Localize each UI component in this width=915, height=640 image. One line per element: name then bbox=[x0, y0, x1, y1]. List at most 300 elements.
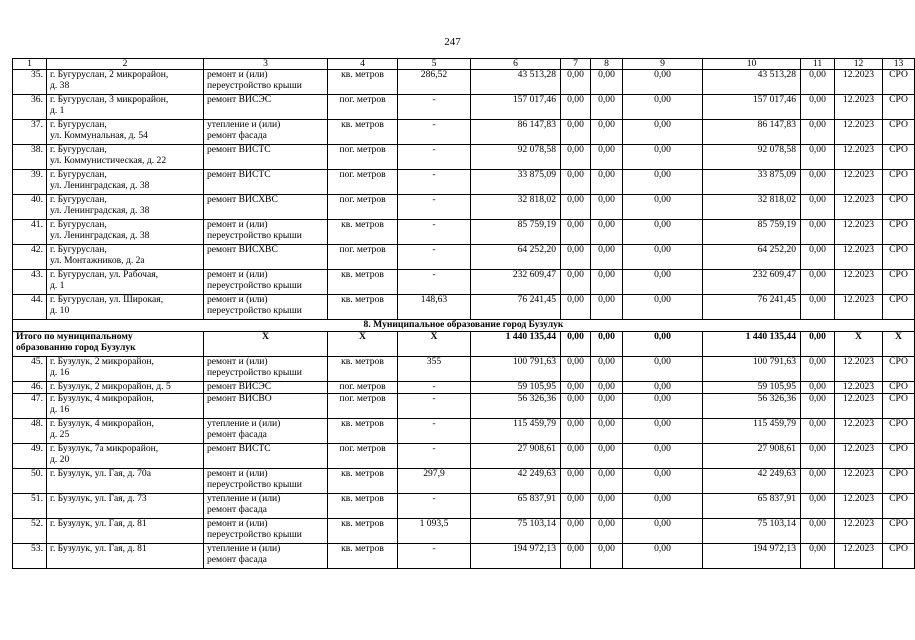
row-number: 46. bbox=[13, 382, 47, 394]
column-header-12: 12 bbox=[835, 59, 883, 70]
total-col-11: 0,00 bbox=[801, 332, 835, 357]
work-type-line-2: переустройство крыши bbox=[207, 528, 302, 540]
col-8: 0,00 bbox=[591, 444, 623, 469]
quantity: - bbox=[398, 95, 471, 120]
address-line-1: г. Бузулук, ул. Гая, д. 73 bbox=[50, 493, 147, 504]
address-line-2: д. 16 bbox=[50, 366, 70, 378]
work-type-line-2: переустройство крыши bbox=[207, 279, 302, 291]
work-type-line-1: утепление и (или) bbox=[207, 418, 281, 429]
work-type-line-2: ремонт фасада bbox=[207, 553, 267, 565]
table-row bbox=[13, 444, 915, 469]
total-col-8: 0,00 bbox=[591, 332, 623, 357]
table-body-part-2 bbox=[13, 357, 915, 569]
unit: кв. метров bbox=[328, 220, 398, 245]
quantity: - bbox=[398, 220, 471, 245]
total-cost: 115 459,79 bbox=[471, 419, 561, 444]
work-type bbox=[204, 95, 328, 120]
row-number: 42. bbox=[13, 245, 47, 270]
col-7: 0,00 bbox=[561, 145, 591, 170]
unit: кв. метров bbox=[328, 270, 398, 295]
funding-source: СРО bbox=[883, 357, 915, 382]
work-type-line-1: ремонт и (или) bbox=[207, 69, 268, 80]
address bbox=[47, 95, 204, 120]
work-type-line-2: ремонт фасада bbox=[207, 503, 267, 515]
work-type bbox=[204, 145, 328, 170]
address bbox=[47, 382, 204, 394]
unit: пог. метров bbox=[328, 195, 398, 220]
work-type bbox=[204, 357, 328, 382]
quantity: - bbox=[398, 120, 471, 145]
row-number: 47. bbox=[13, 394, 47, 419]
work-type-line-1: ремонт ВИСЭС bbox=[207, 94, 272, 105]
address-line-2: ул. Коммунальная, д. 54 bbox=[50, 129, 148, 141]
total-cost: 59 105,95 bbox=[471, 382, 561, 394]
work-type-line-1: ремонт и (или) bbox=[207, 294, 268, 305]
total-col-7: 0,00 bbox=[561, 332, 591, 357]
work-type bbox=[204, 469, 328, 494]
quantity: 148,63 bbox=[398, 295, 471, 320]
unit: пог. метров bbox=[328, 170, 398, 195]
quantity: - bbox=[398, 145, 471, 170]
work-type-line-1: утепление и (или) bbox=[207, 119, 281, 130]
col-11: 0,00 bbox=[801, 195, 835, 220]
col-11: 0,00 bbox=[801, 270, 835, 295]
work-type bbox=[204, 220, 328, 245]
address-line-2: ул. Ленинградская, д. 38 bbox=[50, 229, 150, 241]
col-7: 0,00 bbox=[561, 357, 591, 382]
total-cost: 92 078,58 bbox=[471, 145, 561, 170]
col-9: 0,00 bbox=[623, 469, 703, 494]
col-7: 0,00 bbox=[561, 419, 591, 444]
unit: пог. метров bbox=[328, 245, 398, 270]
work-type-line-2: ремонт фасада bbox=[207, 129, 267, 141]
address-line-2: д. 25 bbox=[50, 428, 70, 440]
completion-date: 12.2023 bbox=[835, 494, 883, 519]
address bbox=[47, 295, 204, 320]
col-9: 0,00 bbox=[623, 295, 703, 320]
row-number: 35. bbox=[13, 70, 47, 95]
col-11: 0,00 bbox=[801, 295, 835, 320]
col-11: 0,00 bbox=[801, 220, 835, 245]
unit: кв. метров bbox=[328, 120, 398, 145]
column-header-6: 6 bbox=[471, 59, 561, 70]
col-11: 0,00 bbox=[801, 494, 835, 519]
total-col-13: X bbox=[883, 332, 915, 357]
work-type bbox=[204, 295, 328, 320]
row-number: 43. bbox=[13, 270, 47, 295]
quantity: - bbox=[398, 494, 471, 519]
row-number: 40. bbox=[13, 195, 47, 220]
col-10: 232 609,47 bbox=[703, 270, 801, 295]
column-header-11: 11 bbox=[801, 59, 835, 70]
work-type bbox=[204, 494, 328, 519]
col-10: 194 972,13 bbox=[703, 544, 801, 569]
col-11: 0,00 bbox=[801, 145, 835, 170]
total-cost: 232 609,47 bbox=[471, 270, 561, 295]
col-7: 0,00 bbox=[561, 270, 591, 295]
quantity: 1 093,5 bbox=[398, 519, 471, 544]
address bbox=[47, 444, 204, 469]
work-type-line-1: утепление и (или) bbox=[207, 543, 281, 554]
address-line-2: д. 1 bbox=[50, 279, 65, 291]
address-line-1: г. Бугуруслан, bbox=[50, 244, 107, 255]
total-cost: 65 837,91 bbox=[471, 494, 561, 519]
address bbox=[47, 170, 204, 195]
row-number: 38. bbox=[13, 145, 47, 170]
row-number: 44. bbox=[13, 295, 47, 320]
work-type-line-2: ремонт фасада bbox=[207, 428, 267, 440]
quantity: 355 bbox=[398, 357, 471, 382]
address bbox=[47, 357, 204, 382]
col-8: 0,00 bbox=[591, 295, 623, 320]
column-header-9: 9 bbox=[623, 59, 703, 70]
table-row bbox=[13, 382, 915, 394]
total-cost: 85 759,19 bbox=[471, 220, 561, 245]
col-11: 0,00 bbox=[801, 357, 835, 382]
address-line-1: г. Бугуруслан, ул. Рабочая, bbox=[50, 269, 159, 280]
completion-date: 12.2023 bbox=[835, 170, 883, 195]
address-line-1: г. Бугуруслан, 3 микрорайон, bbox=[50, 94, 169, 105]
col-8: 0,00 bbox=[591, 70, 623, 95]
total-col-5: X bbox=[398, 332, 471, 357]
section-title: 8. Муниципальное образование город Бузулук bbox=[13, 320, 915, 332]
address bbox=[47, 394, 204, 419]
address bbox=[47, 469, 204, 494]
address-line-2: д. 10 bbox=[50, 304, 70, 316]
funding-source: СРО bbox=[883, 70, 915, 95]
col-10: 32 818,02 bbox=[703, 195, 801, 220]
col-7: 0,00 bbox=[561, 245, 591, 270]
completion-date: 12.2023 bbox=[835, 357, 883, 382]
address-line-2: д. 1 bbox=[50, 104, 65, 116]
work-type-line-1: ремонт ВИСТС bbox=[207, 169, 271, 180]
col-9: 0,00 bbox=[623, 145, 703, 170]
column-number-header bbox=[13, 59, 915, 70]
unit: кв. метров bbox=[328, 70, 398, 95]
funding-source: СРО bbox=[883, 95, 915, 120]
completion-date: 12.2023 bbox=[835, 120, 883, 145]
work-type bbox=[204, 270, 328, 295]
unit: кв. метров bbox=[328, 419, 398, 444]
address-line-1: г. Бузулук, 2 микрорайон, bbox=[50, 356, 154, 367]
address-line-1: г. Бугуруслан, bbox=[50, 119, 107, 130]
row-number: 51. bbox=[13, 494, 47, 519]
completion-date: 12.2023 bbox=[835, 519, 883, 544]
row-number: 41. bbox=[13, 220, 47, 245]
address-line-2: ул. Ленинградская, д. 38 bbox=[50, 204, 150, 216]
quantity: - bbox=[398, 419, 471, 444]
col-7: 0,00 bbox=[561, 120, 591, 145]
address-line-1: г. Бузулук, ул. Гая, д. 70а bbox=[50, 468, 151, 479]
address-line-1: г. Бугуруслан, bbox=[50, 169, 107, 180]
col-8: 0,00 bbox=[591, 494, 623, 519]
col-9: 0,00 bbox=[623, 245, 703, 270]
col-10: 76 241,45 bbox=[703, 295, 801, 320]
address-line-1: г. Бузулук, 4 микрорайон, bbox=[50, 393, 154, 404]
address-line-1: г. Бугуруслан, bbox=[50, 219, 107, 230]
work-type-line-2: переустройство крыши bbox=[207, 229, 302, 241]
work-type-line-1: ремонт и (или) bbox=[207, 219, 268, 230]
address-line-2: ул. Ленинградская, д. 38 bbox=[50, 179, 150, 191]
col-10: 56 326,36 bbox=[703, 394, 801, 419]
table-row bbox=[13, 494, 915, 519]
col-8: 0,00 bbox=[591, 145, 623, 170]
unit: пог. метров bbox=[328, 382, 398, 394]
work-type-line-2: переустройство крыши bbox=[207, 79, 302, 91]
work-type-line-1: ремонт и (или) bbox=[207, 269, 268, 280]
address bbox=[47, 519, 204, 544]
table-row bbox=[13, 220, 915, 245]
completion-date: 12.2023 bbox=[835, 95, 883, 120]
address bbox=[47, 120, 204, 145]
completion-date: 12.2023 bbox=[835, 245, 883, 270]
total-cost: 86 147,83 bbox=[471, 120, 561, 145]
col-10: 27 908,61 bbox=[703, 444, 801, 469]
quantity: - bbox=[398, 394, 471, 419]
work-type-line-1: утепление и (или) bbox=[207, 493, 281, 504]
work-type-line-1: ремонт ВИСТС bbox=[207, 443, 271, 454]
table-body-part-1 bbox=[13, 70, 915, 320]
funding-source: СРО bbox=[883, 195, 915, 220]
col-8: 0,00 bbox=[591, 469, 623, 494]
work-type-line-1: ремонт и (или) bbox=[207, 356, 268, 367]
work-type-line-2: переустройство крыши bbox=[207, 304, 302, 316]
table-row bbox=[13, 245, 915, 270]
column-header-7: 7 bbox=[561, 59, 591, 70]
row-number: 45. bbox=[13, 357, 47, 382]
completion-date: 12.2023 bbox=[835, 70, 883, 95]
address-line-2: ул. Монтажников, д. 2а bbox=[50, 254, 145, 266]
unit: кв. метров bbox=[328, 357, 398, 382]
col-10: 59 105,95 bbox=[703, 382, 801, 394]
funding-source: СРО bbox=[883, 394, 915, 419]
completion-date: 12.2023 bbox=[835, 394, 883, 419]
address-line-1: г. Бугуруслан, bbox=[50, 144, 107, 155]
total-cost: 100 791,63 bbox=[471, 357, 561, 382]
table-row bbox=[13, 419, 915, 444]
address bbox=[47, 270, 204, 295]
unit: кв. метров bbox=[328, 494, 398, 519]
completion-date: 12.2023 bbox=[835, 145, 883, 170]
table-row bbox=[13, 170, 915, 195]
section-header-row bbox=[13, 320, 915, 332]
work-type-line-1: ремонт ВИСВО bbox=[207, 393, 272, 404]
col-10: 42 249,63 bbox=[703, 469, 801, 494]
col-8: 0,00 bbox=[591, 270, 623, 295]
completion-date: 12.2023 bbox=[835, 220, 883, 245]
total-cost: 33 875,09 bbox=[471, 170, 561, 195]
funding-source: СРО bbox=[883, 469, 915, 494]
table-row bbox=[13, 195, 915, 220]
row-number: 50. bbox=[13, 469, 47, 494]
unit: пог. метров bbox=[328, 145, 398, 170]
unit: пог. метров bbox=[328, 95, 398, 120]
address-line-1: г. Бугуруслан, 2 микрорайон, bbox=[50, 69, 169, 80]
total-col-9: 0,00 bbox=[623, 332, 703, 357]
total-col-12: X bbox=[835, 332, 883, 357]
address-line-1: г. Бузулук, 7а микрорайон, bbox=[50, 443, 159, 454]
col-10: 75 103,14 bbox=[703, 519, 801, 544]
quantity: - bbox=[398, 544, 471, 569]
work-type bbox=[204, 444, 328, 469]
funding-source: СРО bbox=[883, 494, 915, 519]
col-8: 0,00 bbox=[591, 170, 623, 195]
total-cost: 32 818,02 bbox=[471, 195, 561, 220]
total-col-3: X bbox=[204, 332, 328, 357]
work-type bbox=[204, 544, 328, 569]
total-cost: 76 241,45 bbox=[471, 295, 561, 320]
address-line-2: д. 16 bbox=[50, 403, 70, 415]
col-8: 0,00 bbox=[591, 544, 623, 569]
col-9: 0,00 bbox=[623, 444, 703, 469]
section-total-row bbox=[13, 332, 915, 357]
table-row bbox=[13, 120, 915, 145]
work-type bbox=[204, 419, 328, 444]
quantity: 286,52 bbox=[398, 70, 471, 95]
address-line-1: г. Бузулук, 4 микрорайон, bbox=[50, 418, 154, 429]
unit: кв. метров bbox=[328, 469, 398, 494]
table-row bbox=[13, 544, 915, 569]
column-header-2: 2 bbox=[47, 59, 204, 70]
total-cost: 43 513,28 bbox=[471, 70, 561, 95]
table-row bbox=[13, 70, 915, 95]
work-type-line-1: ремонт ВИСХВС bbox=[207, 194, 278, 205]
total-label-line-2: образованию город Бузулук bbox=[16, 341, 136, 353]
address bbox=[47, 145, 204, 170]
table-row bbox=[13, 270, 915, 295]
col-9: 0,00 bbox=[623, 270, 703, 295]
work-type bbox=[204, 70, 328, 95]
completion-date: 12.2023 bbox=[835, 419, 883, 444]
unit: кв. метров bbox=[328, 295, 398, 320]
address-line-2: д. 38 bbox=[50, 79, 70, 91]
table-row bbox=[13, 519, 915, 544]
col-11: 0,00 bbox=[801, 444, 835, 469]
quantity: - bbox=[398, 245, 471, 270]
work-type bbox=[204, 120, 328, 145]
address bbox=[47, 544, 204, 569]
total-label bbox=[13, 332, 204, 357]
address bbox=[47, 195, 204, 220]
total-cost: 1 440 135,44 bbox=[471, 332, 561, 357]
col-7: 0,00 bbox=[561, 70, 591, 95]
capital-repair-table bbox=[12, 58, 915, 569]
work-type-line-2: переустройство крыши bbox=[207, 366, 302, 378]
col-9: 0,00 bbox=[623, 394, 703, 419]
address-line-1: г. Бугуруслан, bbox=[50, 194, 107, 205]
col-11: 0,00 bbox=[801, 120, 835, 145]
address bbox=[47, 494, 204, 519]
work-type-line-1: ремонт ВИСХВС bbox=[207, 244, 278, 255]
total-cost: 56 326,36 bbox=[471, 394, 561, 419]
col-9: 0,00 bbox=[623, 382, 703, 394]
column-header-8: 8 bbox=[591, 59, 623, 70]
table-row bbox=[13, 295, 915, 320]
address bbox=[47, 245, 204, 270]
work-type bbox=[204, 382, 328, 394]
col-9: 0,00 bbox=[623, 519, 703, 544]
col-9: 0,00 bbox=[623, 120, 703, 145]
total-col-10: 1 440 135,44 bbox=[703, 332, 801, 357]
address-line-1: г. Бузулук, ул. Гая, д. 81 bbox=[50, 518, 147, 529]
completion-date: 12.2023 bbox=[835, 544, 883, 569]
col-7: 0,00 bbox=[561, 519, 591, 544]
total-cost: 42 249,63 bbox=[471, 469, 561, 494]
total-cost: 64 252,20 bbox=[471, 245, 561, 270]
total-cost: 75 103,14 bbox=[471, 519, 561, 544]
table-row bbox=[13, 394, 915, 419]
col-7: 0,00 bbox=[561, 95, 591, 120]
funding-source: СРО bbox=[883, 270, 915, 295]
funding-source: СРО bbox=[883, 245, 915, 270]
row-number: 48. bbox=[13, 419, 47, 444]
completion-date: 12.2023 bbox=[835, 270, 883, 295]
completion-date: 12.2023 bbox=[835, 469, 883, 494]
page-number: 247 bbox=[444, 36, 461, 48]
quantity: - bbox=[398, 170, 471, 195]
col-8: 0,00 bbox=[591, 357, 623, 382]
col-11: 0,00 bbox=[801, 519, 835, 544]
col-8: 0,00 bbox=[591, 519, 623, 544]
col-11: 0,00 bbox=[801, 419, 835, 444]
col-11: 0,00 bbox=[801, 245, 835, 270]
table-row bbox=[13, 145, 915, 170]
work-type bbox=[204, 245, 328, 270]
unit: кв. метров bbox=[328, 544, 398, 569]
completion-date: 12.2023 bbox=[835, 295, 883, 320]
funding-source: СРО bbox=[883, 170, 915, 195]
address-line-1: г. Бузулук, ул. Гая, д. 81 bbox=[50, 543, 147, 554]
col-10: 92 078,58 bbox=[703, 145, 801, 170]
column-header-3: 3 bbox=[204, 59, 328, 70]
col-10: 86 147,83 bbox=[703, 120, 801, 145]
col-11: 0,00 bbox=[801, 382, 835, 394]
col-8: 0,00 bbox=[591, 419, 623, 444]
address-line-1: г. Бузулук, 2 микрорайон, д. 5 bbox=[50, 381, 171, 392]
funding-source: СРО bbox=[883, 544, 915, 569]
col-9: 0,00 bbox=[623, 544, 703, 569]
column-header-1: 1 bbox=[13, 59, 47, 70]
unit: кв. метров bbox=[328, 519, 398, 544]
col-10: 33 875,09 bbox=[703, 170, 801, 195]
quantity: - bbox=[398, 195, 471, 220]
col-8: 0,00 bbox=[591, 120, 623, 145]
col-9: 0,00 bbox=[623, 195, 703, 220]
col-9: 0,00 bbox=[623, 357, 703, 382]
unit: пог. метров bbox=[328, 444, 398, 469]
col-8: 0,00 bbox=[591, 95, 623, 120]
address-line-1: г. Бугуруслан, ул. Широкая, bbox=[50, 294, 164, 305]
col-10: 43 513,28 bbox=[703, 70, 801, 95]
col-7: 0,00 bbox=[561, 382, 591, 394]
address bbox=[47, 220, 204, 245]
col-7: 0,00 bbox=[561, 394, 591, 419]
col-11: 0,00 bbox=[801, 544, 835, 569]
row-number: 37. bbox=[13, 120, 47, 145]
address-line-2: д. 20 bbox=[50, 453, 70, 465]
address bbox=[47, 419, 204, 444]
row-number: 36. bbox=[13, 95, 47, 120]
table-row bbox=[13, 357, 915, 382]
col-10: 64 252,20 bbox=[703, 245, 801, 270]
total-cost: 157 017,46 bbox=[471, 95, 561, 120]
row-number: 39. bbox=[13, 170, 47, 195]
work-type-line-1: ремонт и (или) bbox=[207, 518, 268, 529]
col-10: 85 759,19 bbox=[703, 220, 801, 245]
col-9: 0,00 bbox=[623, 170, 703, 195]
col-11: 0,00 bbox=[801, 469, 835, 494]
work-type bbox=[204, 519, 328, 544]
